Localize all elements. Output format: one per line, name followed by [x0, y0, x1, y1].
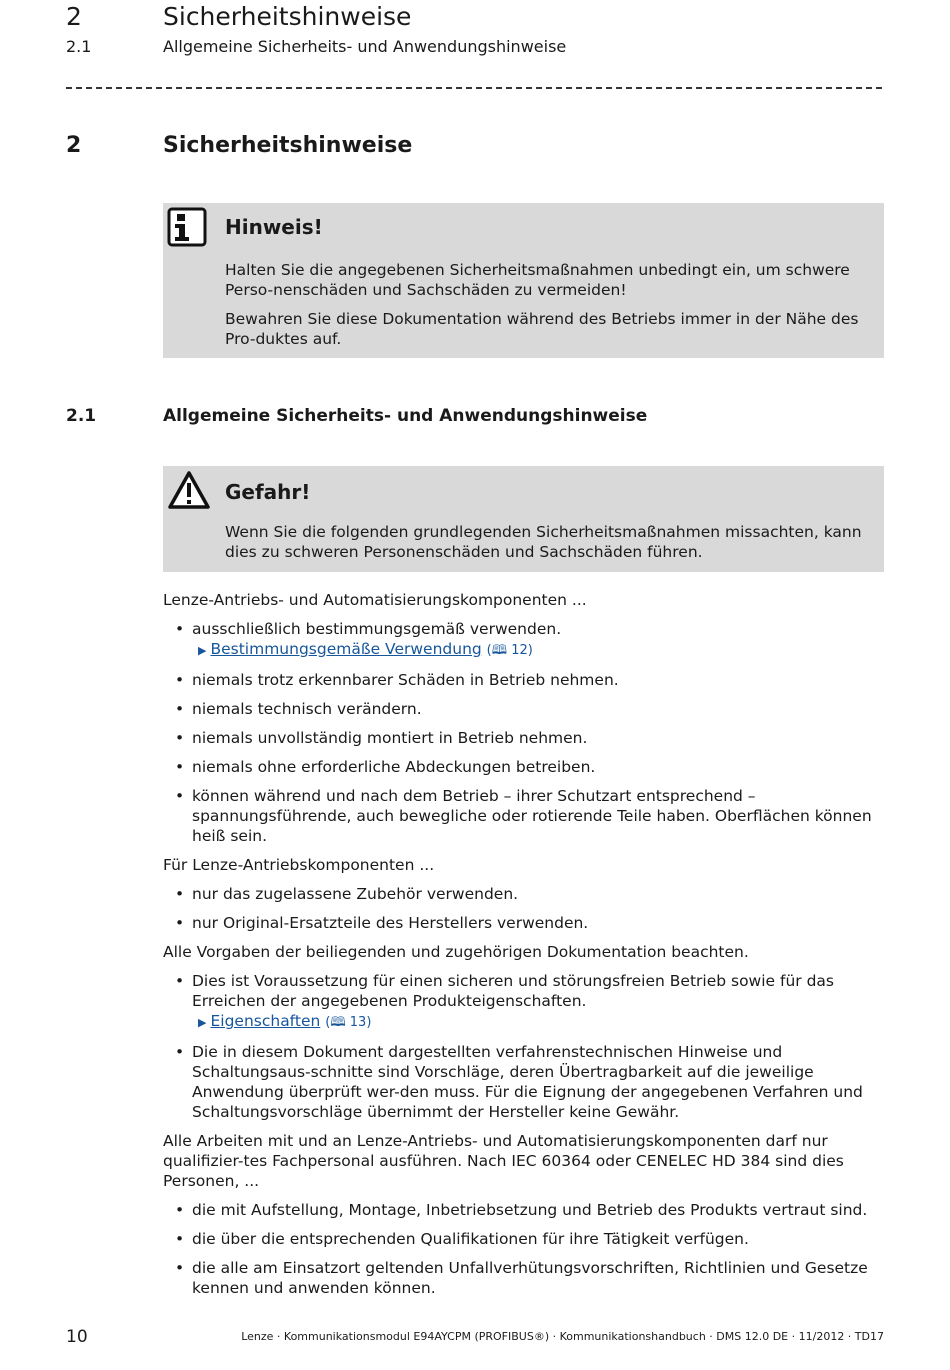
body-content: [163, 590, 888, 1298]
heading2-title: Allgemeine Sicherheits- und Anwendungshinweise: [163, 406, 648, 426]
header-chapter-number: 2: [66, 2, 82, 31]
list-item: • nur das zugelassene Zubehör verwenden.: [163, 884, 888, 904]
page-reference: (🕮 13): [325, 1015, 372, 1030]
note-title: Hinweis!: [225, 215, 323, 239]
warning-icon: [167, 470, 211, 514]
heading1-number: 2: [66, 133, 82, 158]
list-item: • Die in diesem Dokument dargestellten verfahrenstechnischen Hinweise und Schaltungsaus-schnitte sind Vorschläge, deren Übertragbarkeit auf die jeweilige Anwendung überprüft wer-den muss. Für die Eignung der angegebenen Verfahren und Schaltungsvorschläge übernimmt der Hersteller keine Gewähr.: [163, 1042, 888, 1122]
danger-text: Wenn Sie die folgenden grundlegenden Sicherheitsmaßnahmen missachten, kann dies zu schweren Personenschäden und Sachschäden führen.: [225, 523, 862, 561]
list-item: • können während und nach dem Betrieb – ihrer Schutzart entsprechend – spannungsführende, auch bewegliche oder rotierende Teile haben. Oberflächen können heiß sein.: [163, 786, 888, 846]
triangle-right-icon: ▶: [198, 1016, 207, 1029]
list-item: • niemals ohne erforderliche Abdeckungen betreiben.: [163, 757, 888, 777]
header-section-title: Allgemeine Sicherheits- und Anwendungshinweise: [163, 37, 567, 56]
cross-reference: [192, 1011, 888, 1033]
danger-box: [163, 466, 884, 572]
list-item: • ausschließlich bestimmungsgemäß verwenden. ▶ Bestimmungsgemäße Verwendung (🕮 12): [163, 619, 888, 661]
triangle-right-icon: ▶: [198, 644, 207, 657]
paragraph: Für Lenze-Antriebskomponenten ...: [163, 856, 435, 874]
list-item: • nur Original-Ersatzteile des Herstellers verwenden.: [163, 913, 888, 933]
cross-reference: [192, 639, 888, 661]
link-bestimmungsgemaesse-verwendung[interactable]: Bestimmungsgemäße Verwendung: [210, 640, 482, 658]
list-item: • die alle am Einsatzort geltenden Unfallverhütungsvorschriften, Richtlinien und Gesetze kennen und anwenden können.: [163, 1258, 888, 1298]
note-box: [163, 203, 884, 358]
link-eigenschaften[interactable]: Eigenschaften: [210, 1012, 321, 1030]
paragraph: Lenze-Antriebs- und Automatisierungskomponenten ...: [163, 591, 587, 609]
list-item: • die über die entsprechenden Qualifikationen für ihre Tätigkeit verfügen.: [163, 1229, 888, 1249]
footer-text: Lenze · Kommunikationsmodul E94AYCPM (PROFIBUS®) · Kommunikationshandbuch · DMS 12.0 DE · 11/2012 · TD17: [241, 1330, 884, 1343]
header-divider: [66, 87, 882, 89]
note-paragraph-2: Bewahren Sie diese Dokumentation während des Betriebs immer in der Nähe des Pro-duktes auf.: [225, 310, 859, 348]
header-chapter-title: Sicherheitshinweise: [163, 2, 412, 31]
danger-title: Gefahr!: [225, 480, 311, 504]
heading1-title: Sicherheitshinweise: [163, 133, 413, 158]
bullet-list: [163, 884, 888, 933]
list-item: • die mit Aufstellung, Montage, Inbetriebsetzung und Betrieb des Produkts vertraut sind.: [163, 1200, 888, 1220]
page-reference: (🕮 12): [486, 643, 533, 658]
info-icon: [167, 207, 207, 251]
bullet-list: [163, 619, 888, 846]
paragraph: Alle Arbeiten mit und an Lenze-Antriebs- und Automatisierungskomponenten darf nur qualifizier-tes Fachpersonal ausführen. Nach IEC 60364 oder CENELEC HD 384 sind dies Personen, ...: [163, 1132, 844, 1190]
bullet-list: [163, 1200, 888, 1298]
paragraph: Alle Vorgaben der beiliegenden und zugehörigen Dokumentation beachten.: [163, 943, 749, 961]
header-section-number: 2.1: [66, 37, 92, 56]
heading2-number: 2.1: [66, 406, 97, 426]
list-item: • niemals unvollständig montiert in Betrieb nehmen.: [163, 728, 888, 748]
bullet-list: [163, 971, 888, 1122]
page-number: 10: [66, 1327, 88, 1347]
list-item: • niemals technisch verändern.: [163, 699, 888, 719]
note-paragraph-1: Halten Sie die angegebenen Sicherheitsmaßnahmen unbedingt ein, um schwere Perso-nenschäden und Sachschäden zu vermeiden!: [225, 261, 850, 299]
list-item: • niemals trotz erkennbarer Schäden in Betrieb nehmen.: [163, 670, 888, 690]
list-item: • Dies ist Voraussetzung für einen sicheren und störungsfreien Betrieb sowie für das Erreichen der angegebenen Produkteigenschaften. ▶ Eigenschaften (🕮 13): [163, 971, 888, 1033]
